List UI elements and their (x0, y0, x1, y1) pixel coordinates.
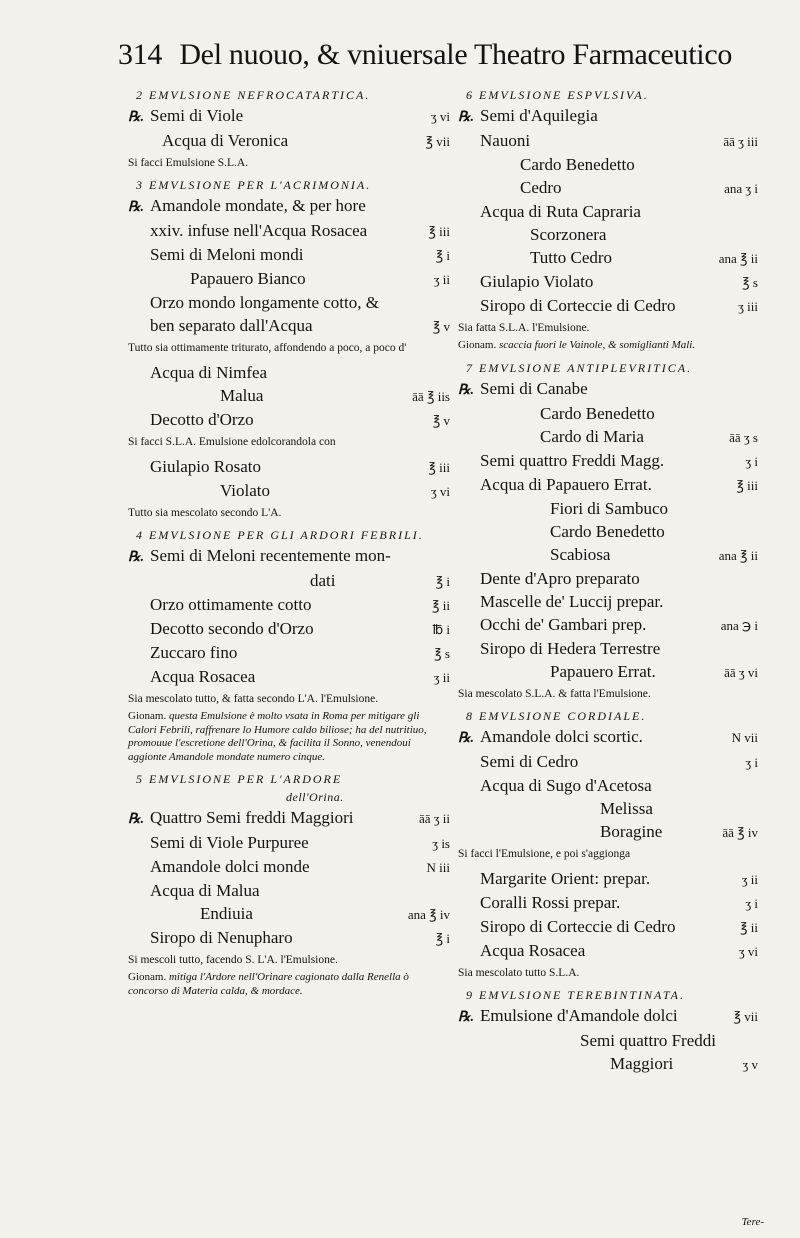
recipe-note: Tutto sia ottimamente triturato, affondendo a poco, a poco d' (128, 342, 407, 354)
ingredient-name: Cardo Benedetto (520, 155, 635, 174)
recipe-note: Sia fatta S.L.A. l'Emulsione. (458, 322, 590, 334)
ingredient-row (458, 129, 758, 153)
ingredient-quantity: āā ʒ ii (418, 811, 450, 826)
recipe-heading (128, 86, 450, 104)
ingredient-row (458, 939, 758, 963)
ingredient-name: Semi quattro Freddi (580, 1030, 716, 1050)
recipe-heading-text: 5 EMVLSIONE PER L'ARDORE (136, 772, 343, 786)
ingredient-name: Semi di Viole (150, 106, 244, 125)
ingredient-quantity: ℥ i (435, 931, 450, 946)
recipe-section (458, 359, 758, 701)
ingredient-row (458, 246, 758, 270)
ingredient-row (458, 176, 758, 200)
ingredient-name: Giulapio Violato (480, 272, 594, 291)
ingredient-quantity: ℥ v (432, 413, 450, 428)
comment-author: Gionam. (458, 339, 497, 351)
ingredient-name: Mascelle de' Luccij prepar. (480, 591, 664, 611)
ingredient-name: Dente d'Apro preparato (480, 568, 640, 588)
ingredient-quantity: ℥ i (435, 248, 450, 263)
recipe-note: Si facci S.L.A. Emulsione edolcorandola con (128, 436, 336, 448)
ingredient-row (128, 855, 450, 879)
ingredient-quantity: āā ʒ vi (724, 664, 758, 680)
page-number: 314 (118, 38, 163, 71)
ingredient-name: Decotto secondo d'Orzo (150, 619, 314, 638)
ingredient-row (128, 569, 450, 593)
ingredient-name: Decotto d'Orzo (150, 410, 254, 429)
ingredient-name: Semi di Meloni mondi (150, 245, 304, 264)
recipe-section (458, 707, 758, 861)
ingredient-row (458, 270, 758, 294)
ingredient-row (128, 361, 450, 384)
ingredient-row (128, 665, 450, 689)
recipe-heading-text: 2 EMVLSIONE NEFROCATARTICA. (136, 88, 371, 102)
ingredient-quantity: ʒ ii (433, 272, 450, 287)
ingredient-row (128, 291, 450, 314)
recipe-symbol: ℞. (128, 200, 145, 215)
ingredient-row (128, 544, 450, 569)
ingredient-row (458, 425, 758, 449)
ingredient-row (458, 377, 758, 402)
ingredient-name: Semi di Viole Purpuree (150, 833, 309, 852)
ingredient-quantity: ʒ ii (741, 871, 758, 887)
ingredient-row (458, 637, 758, 660)
ingredient-name: Papauero Bianco (190, 269, 306, 288)
ingredient-row (128, 243, 450, 267)
ingredient-name: Cedro (520, 178, 562, 197)
ingredient-name: Acqua di Papauero Errat. (480, 474, 652, 494)
left-column (128, 86, 450, 1004)
ingredient-name: ben separato dall'Acqua (150, 316, 313, 335)
ingredient-row (458, 1052, 758, 1076)
ingredient-row (458, 449, 758, 473)
ingredient-quantity: ℥ iii (428, 460, 450, 475)
ingredient-name: Coralli Rossi prepar. (480, 892, 621, 912)
ingredient-row (458, 891, 758, 915)
ingredient-row (128, 831, 450, 855)
ingredient-name: Scabiosa (550, 544, 611, 564)
recipe-note: Sia mescolato S.L.A. & fatta l'Emulsione. (458, 687, 651, 700)
ingredient-name: Quattro Semi freddi Maggiori (150, 808, 354, 827)
ingredient-name: Semi di Meloni recentemente mon- (150, 546, 391, 565)
comment-author: Gionam. (128, 710, 167, 722)
recipe-note: Sia mescolato tutto S.L.A. (458, 966, 580, 979)
ingredient-row (458, 473, 758, 497)
ingredient-name: Semi di Canabe (480, 378, 588, 398)
recipe-heading (128, 176, 450, 194)
ingredient-quantity: āā ℥ iv (722, 824, 758, 840)
ingredient-quantity: ana ℈ i (720, 617, 758, 633)
ingredient-name: Emulsione d'Amandole dolci (480, 1005, 678, 1025)
ingredient-name: Semi quattro Freddi Magg. (480, 450, 665, 470)
ingredient-row (458, 613, 758, 637)
recipe-note: Sia mescolato tutto, & fatta secondo L'A. l'Emulsione. (128, 693, 379, 705)
ingredient-row (128, 314, 450, 338)
ingredient-name: dati (310, 571, 336, 590)
ingredient-quantity: āā ℥ iis (412, 389, 450, 404)
ingredient-name: Zuccaro fino (150, 643, 238, 662)
right-column (458, 86, 758, 1082)
recipe-section (128, 176, 450, 355)
recipe-heading (458, 359, 758, 377)
ingredient-quantity: ana ℥ ii (718, 547, 758, 563)
recipe-section (458, 867, 758, 980)
ingredient-quantity: ʒ i (745, 895, 758, 911)
ingredient-name: Scorzonera (530, 225, 607, 244)
ingredient-row (458, 750, 758, 774)
ingredient-name: Malua (220, 386, 264, 405)
ingredient-name: Fiori di Sambuco (550, 498, 669, 518)
ingredient-name: Tutto Cedro (530, 248, 613, 267)
ingredient-name: Acqua di Nimfea (150, 363, 268, 382)
ingredient-row (458, 867, 758, 891)
recipe-heading-text: 9 EMVLSIONE TEREBINTINATA. (466, 987, 685, 1002)
ingredient-name: Amandole mondate, & per hore (150, 196, 366, 215)
ingredient-quantity: ℥ v (432, 319, 450, 334)
ingredient-row (458, 497, 758, 520)
ingredient-row (128, 806, 450, 831)
ingredient-row (458, 774, 758, 797)
recipe-symbol: ℞. (458, 1009, 475, 1025)
ingredient-name: xxiv. infuse nell'Acqua Rosacea (150, 221, 368, 240)
recipe-heading-text: 4 EMVLSIONE PER GLI ARDORI FEBRILI. (136, 528, 424, 542)
author-comment (458, 339, 758, 353)
ingredient-row (458, 520, 758, 543)
comment-text: questa Emulsione è molto vsata in Roma per mitigare gli Calori Febrili, raffrenare lo Humore caldo biliose; ha del nutritiuo, promouue l'escretione dell'Orina, & facilita il Sonno, venendoui aggionte Amandole mondate numero cinque. (128, 710, 427, 763)
ingredient-row (458, 820, 758, 844)
author-comment (128, 971, 450, 998)
ingredient-name: Siropo di Nenupharo (150, 928, 293, 947)
ingredient-name: Acqua di Sugo d'Acetosa (480, 775, 652, 795)
comment-author: Gionam. (128, 971, 167, 983)
recipe-symbol: ℞. (458, 382, 475, 398)
ingredient-quantity: ʒ is (432, 836, 450, 851)
ingredient-name: Papauero Errat. (550, 661, 656, 681)
recipe-symbol: ℞. (458, 110, 475, 125)
ingredient-row (128, 641, 450, 665)
ingredient-quantity: N vii (731, 729, 758, 745)
ingredient-quantity: āā ʒ s (729, 429, 758, 445)
ingredient-name: Margarite Orient: prepar. (480, 868, 651, 888)
ingredient-name: Acqua di Malua (150, 881, 260, 900)
ingredient-quantity: ℥ vii (733, 1008, 758, 1024)
ingredient-name: Cardo Benedetto (550, 521, 665, 541)
recipe-symbol: ℞. (128, 550, 145, 565)
recipe-section (128, 455, 450, 520)
ingredient-row (128, 194, 450, 219)
recipe-subheading: dell'Orina. (286, 790, 344, 804)
ingredient-row (128, 267, 450, 291)
recipe-heading (458, 86, 758, 104)
ingredient-quantity: N iii (426, 860, 450, 875)
ingredient-quantity: ℥ ii (740, 919, 758, 935)
recipe-heading (458, 986, 758, 1004)
ingredient-quantity: ℔ i (432, 622, 450, 637)
ingredient-quantity: ℥ ii (432, 598, 450, 613)
ingredient-quantity: ʒ v (742, 1056, 758, 1072)
ingredient-row (128, 408, 450, 432)
recipe-section (458, 986, 758, 1076)
recipe-note: Si mescoli tutto, facendo S. L'A. l'Emulsione. (128, 954, 338, 966)
ingredient-name: Siropo di Corteccie di Cedro (480, 296, 676, 315)
ingredient-row (128, 219, 450, 243)
ingredient-row (458, 402, 758, 425)
recipe-symbol: ℞. (128, 812, 145, 827)
recipe-heading-text: 3 EMVLSIONE PER L'ACRIMONIA. (136, 178, 372, 192)
ingredient-row (128, 926, 450, 950)
ingredient-row (128, 479, 450, 503)
recipe-symbol: ℞. (128, 110, 145, 125)
ingredient-quantity: ana ʒ i (724, 181, 758, 196)
ingredient-name: Maggiori (610, 1053, 674, 1073)
recipe-note: Si facci Emulsione S.L.A. (128, 157, 249, 169)
ingredient-quantity: ʒ vi (738, 943, 758, 959)
page-title: Del nuouo, & vniuersale Theatro Farmaceutico (179, 38, 733, 71)
comment-text: scaccia fuori le Vainole, & somiglianti Mali. (498, 339, 696, 351)
ingredient-row (458, 543, 758, 567)
recipe-note: Si facci l'Emulsione, e poi s'aggionga (458, 847, 631, 860)
comment-text: mitiga l'Ardore nell'Orinare cagionato dalla Renella ò concorso di Materia calda, & mordace. (128, 971, 409, 997)
ingredient-quantity: ℥ vii (425, 134, 450, 149)
ingredient-name: Cardo di Maria (540, 426, 644, 446)
ingredient-row (458, 104, 758, 129)
ingredient-name: Siropo di Corteccie di Cedro (480, 916, 676, 936)
ingredient-row (128, 129, 450, 153)
ingredient-name: Amandole dolci scortic. (480, 726, 643, 746)
ingredient-quantity: ʒ vi (430, 109, 450, 124)
recipe-heading-text: 7 EMVLSIONE ANTIPLEVRITICA. (466, 360, 693, 375)
ingredient-row (458, 725, 758, 750)
ingredient-row (458, 797, 758, 820)
ingredient-quantity: ℥ i (435, 574, 450, 589)
ingredient-row (128, 617, 450, 641)
ingredient-quantity: ʒ vi (430, 484, 450, 499)
ingredient-name: Semi di Cedro (480, 751, 579, 771)
ingredient-name: Siropo di Hedera Terrestre (480, 638, 661, 658)
recipe-symbol: ℞. (458, 730, 475, 746)
ingredient-name: Orzo ottimamente cotto (150, 595, 312, 614)
ingredient-quantity: ana ℥ ii (718, 251, 758, 266)
recipe-section (128, 526, 450, 764)
recipe-section (128, 361, 450, 449)
catchword: Tere- (741, 1216, 764, 1228)
ingredient-name: Cardo Benedetto (540, 403, 655, 423)
running-head (118, 38, 758, 72)
ingredient-quantity: ℥ iii (736, 477, 758, 493)
ingredient-name: Semi d'Aquilegia (480, 106, 598, 125)
ingredient-quantity: ℥ s (742, 275, 758, 290)
ingredient-quantity: ℥ s (434, 646, 450, 661)
ingredient-row (458, 1029, 758, 1052)
ingredient-quantity: ℥ iii (428, 224, 450, 239)
ingredient-row (458, 1004, 758, 1029)
ingredient-row (458, 223, 758, 246)
ingredient-row (458, 590, 758, 613)
ingredient-name: Melissa (600, 798, 653, 818)
ingredient-quantity: ʒ iii (738, 299, 758, 314)
recipe-section (128, 86, 450, 170)
ingredient-name: Acqua Rosacea (480, 940, 586, 960)
ingredient-name: Occhi de' Gambari prep. (480, 614, 647, 634)
ingredient-name: Giulapio Rosato (150, 457, 261, 476)
recipe-section (128, 770, 450, 998)
ingredient-row (458, 294, 758, 318)
ingredient-quantity: ana ℥ iv (407, 907, 450, 922)
ingredient-quantity: ʒ i (745, 453, 758, 469)
ingredient-row (128, 593, 450, 617)
author-comment (128, 710, 450, 764)
ingredient-row (128, 902, 450, 926)
ingredient-row (128, 879, 450, 902)
ingredient-quantity: āā ʒ iii (723, 134, 758, 149)
recipe-heading (458, 707, 758, 725)
ingredient-name: Boragine (600, 821, 663, 841)
ingredient-quantity: ʒ ii (433, 670, 450, 685)
ingredient-name: Amandole dolci monde (150, 857, 310, 876)
ingredient-row (458, 153, 758, 176)
recipe-section (458, 86, 758, 353)
ingredient-name: Orzo mondo longamente cotto, & (150, 293, 379, 312)
recipe-heading (128, 770, 450, 806)
ingredient-name: Endiuia (200, 904, 253, 923)
ingredient-row (458, 915, 758, 939)
recipe-heading-text: 8 EMVLSIONE CORDIALE. (466, 708, 647, 723)
ingredient-name: Acqua Rosacea (150, 667, 256, 686)
ingredient-row (128, 384, 450, 408)
ingredient-quantity: ʒ i (745, 754, 758, 770)
ingredient-name: Acqua di Veronica (162, 131, 289, 150)
ingredient-name: Acqua di Ruta Capraria (480, 202, 641, 221)
ingredient-row (128, 455, 450, 479)
ingredient-row (458, 567, 758, 590)
recipe-note: Tutto sia mescolato secondo L'A. (128, 507, 282, 519)
ingredient-row (128, 104, 450, 129)
ingredient-row (458, 660, 758, 684)
recipe-heading-text: 6 EMVLSIONE ESPVLSIVA. (466, 88, 649, 102)
ingredient-name: Nauoni (480, 131, 531, 150)
ingredient-name: Violato (220, 481, 270, 500)
recipe-heading (128, 526, 450, 544)
ingredient-row (458, 200, 758, 223)
